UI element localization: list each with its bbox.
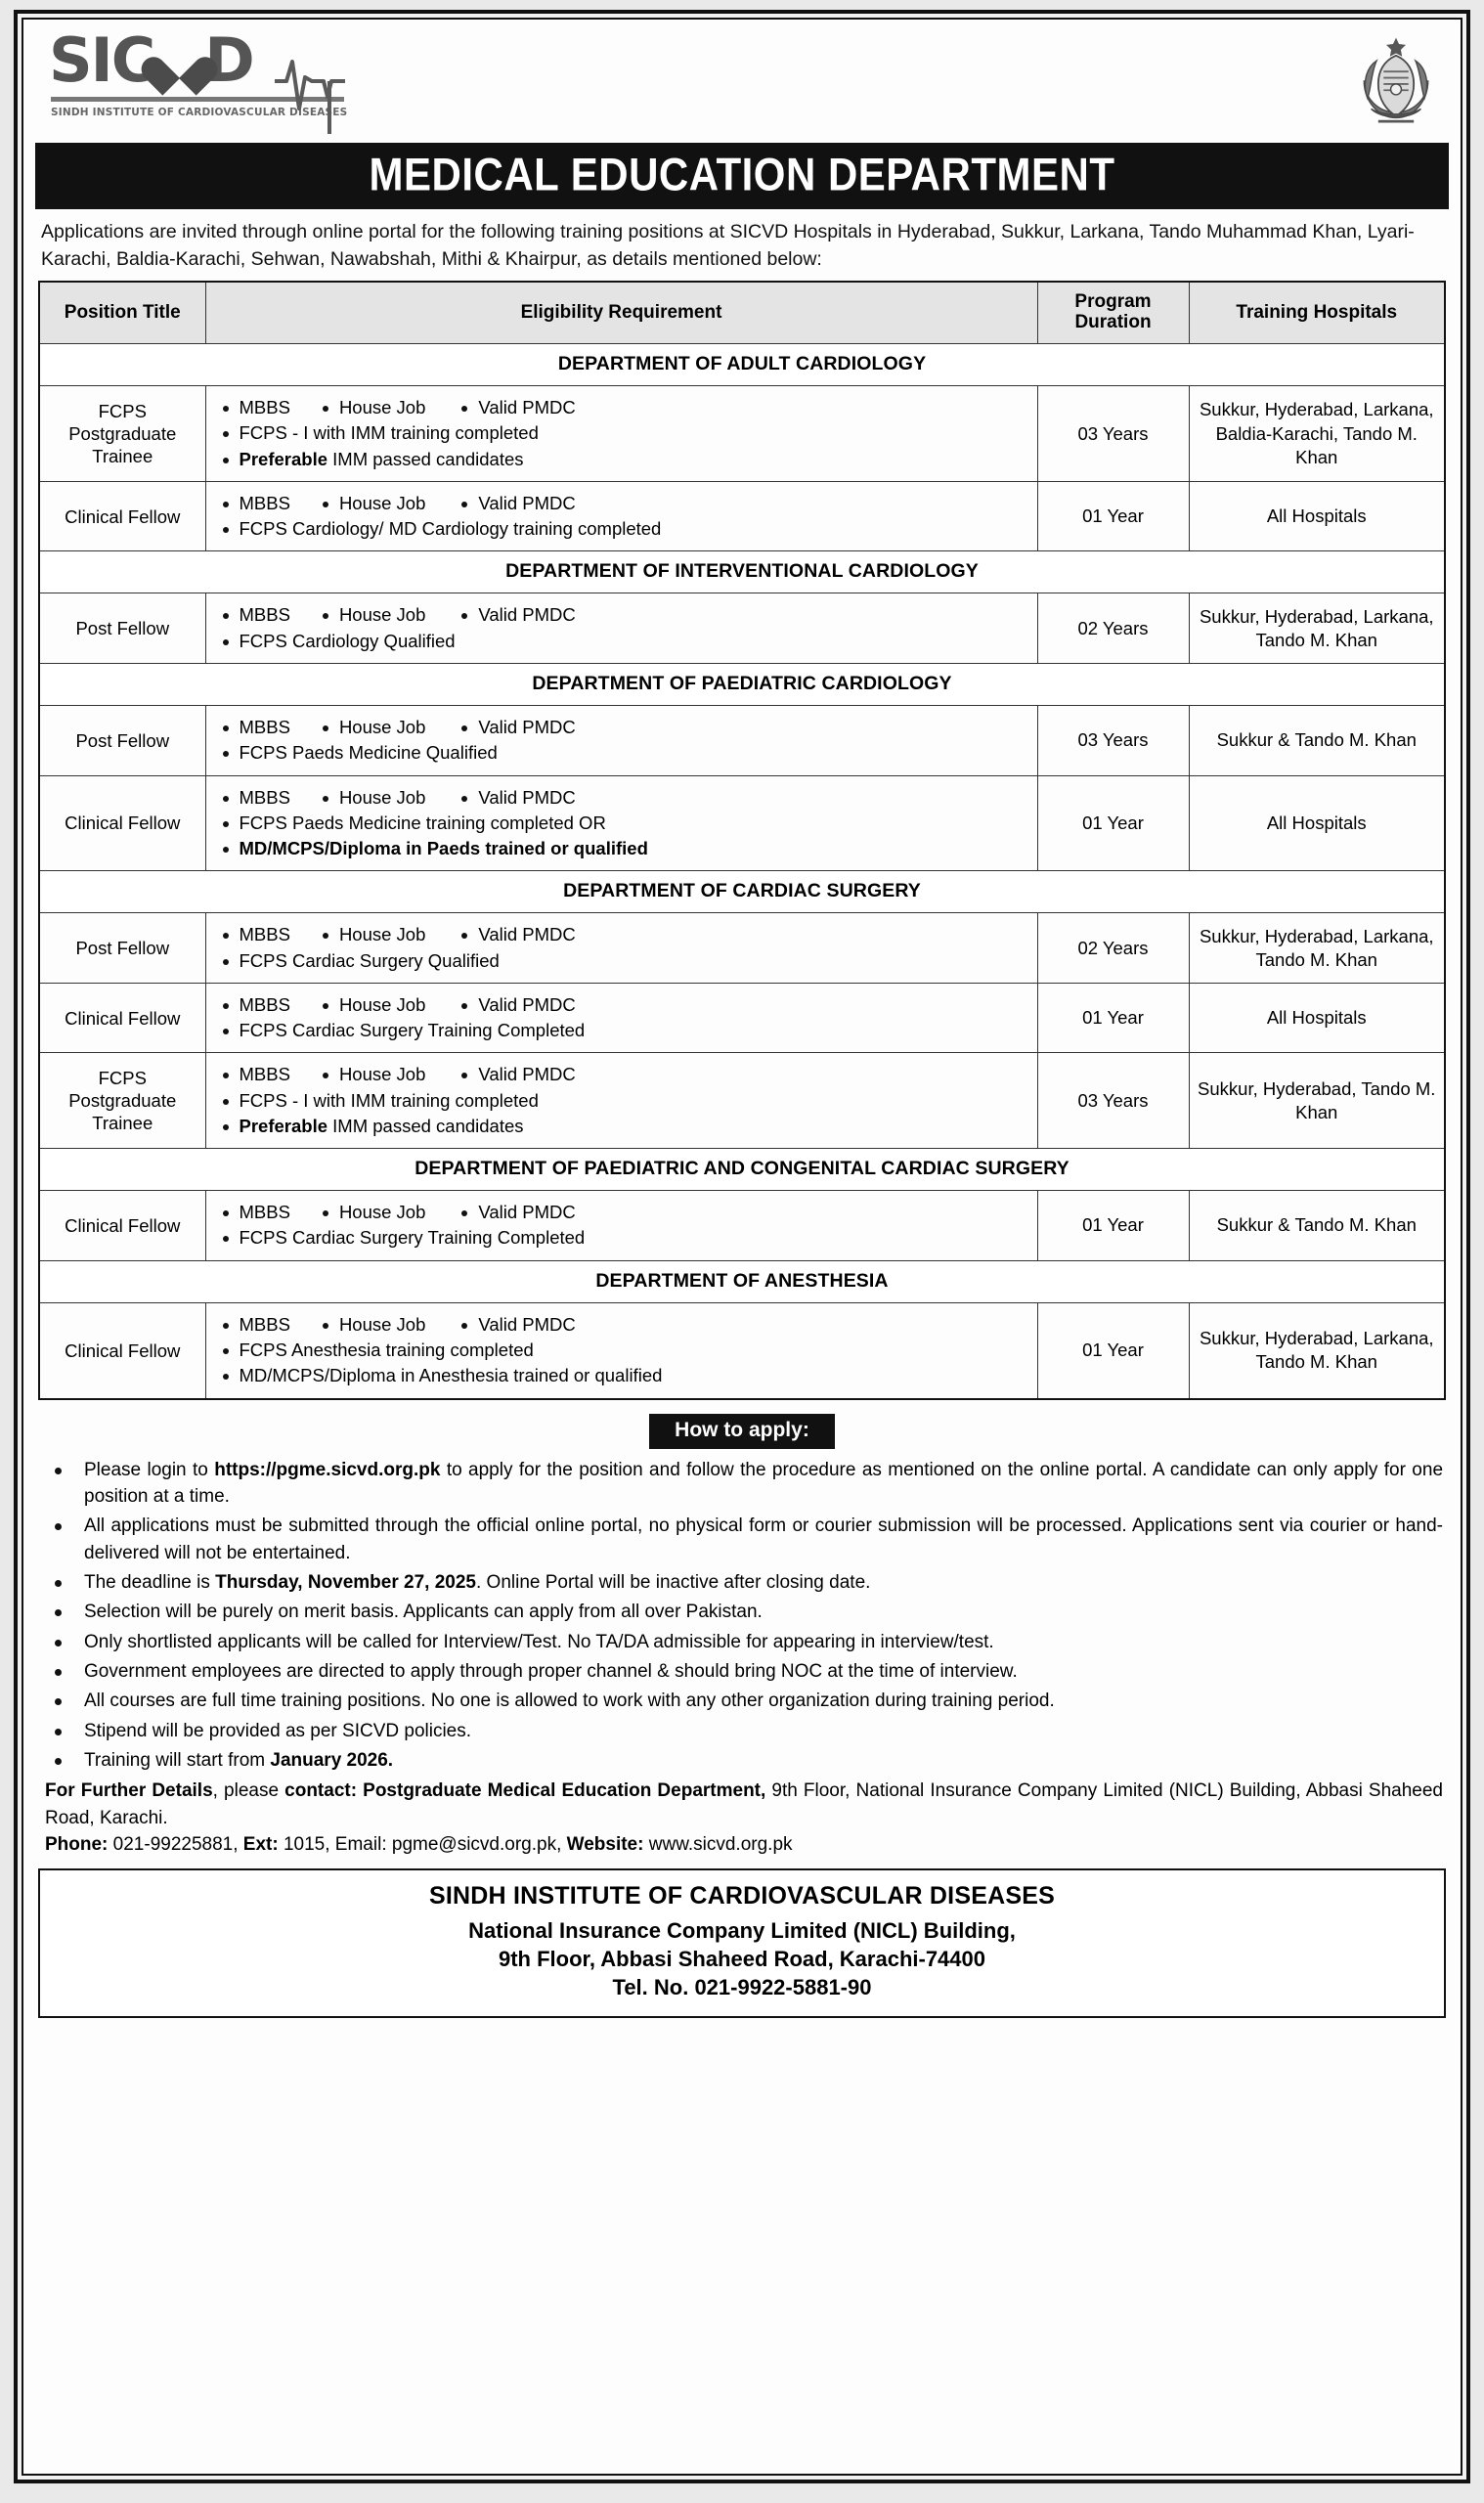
eligibility-item xyxy=(220,836,1031,861)
how-to-apply-header xyxy=(31,1414,1453,1449)
table-row xyxy=(39,593,1445,664)
eligibility-list xyxy=(220,785,1031,862)
training-hospitals-cell: Sukkur, Hyderabad, Larkana, Tando M. Khan xyxy=(1189,913,1445,984)
document-footer xyxy=(38,1868,1446,2018)
eligibility-inline-row xyxy=(220,992,1031,1018)
eligibility-inline-row xyxy=(220,715,1031,740)
positions-table xyxy=(38,281,1446,1399)
eligibility-inline-row xyxy=(220,1312,1031,1338)
eligibility-list xyxy=(220,1062,1031,1139)
eligibility-list xyxy=(220,1312,1031,1389)
ext-email-value: 1015, Email: pgme@sicvd.org.pk, xyxy=(278,1834,567,1856)
table-header-row xyxy=(39,282,1445,343)
eligibility-item-emphasis: Preferable xyxy=(239,1115,327,1136)
apply-instruction-item xyxy=(45,1718,1443,1744)
training-hospitals-cell: Sukkur & Tando M. Khan xyxy=(1189,1191,1445,1261)
eligibility-item: House Job xyxy=(320,715,425,740)
footer-building: National Insurance Company Limited (NICL) Building, xyxy=(468,1917,1016,1943)
eligibility-item: House Job xyxy=(320,1062,425,1087)
position-title-cell: Post Fellow xyxy=(39,593,205,664)
how-to-apply-badge: How to apply: xyxy=(649,1414,835,1449)
position-title-cell: Post Fellow xyxy=(39,706,205,776)
column-header-eligibility: Eligibility Requirement xyxy=(205,282,1037,343)
training-hospitals-cell: Sukkur, Hyderabad, Larkana, Tando M. Khan xyxy=(1189,593,1445,664)
apply-instruction-item xyxy=(45,1688,1443,1714)
position-title-cell: Clinical Fellow xyxy=(39,1302,205,1398)
department-header-row xyxy=(39,1149,1445,1191)
program-duration-cell: 01 Year xyxy=(1037,1191,1189,1261)
footer-institute-name: SINDH INSTITUTE OF CARDIOVASCULAR DISEASES xyxy=(429,1881,1055,1910)
ext-label: Ext: xyxy=(242,1834,279,1856)
eligibility-cell xyxy=(205,593,1037,664)
apply-text: All applications must be submitted through the official online portal, no physical form or courier submission will be processed. Applications sent via courier or hand-delivered will not be entertained. xyxy=(84,1515,1443,1563)
eligibility-list xyxy=(220,1200,1031,1252)
table-row xyxy=(39,913,1445,984)
training-hospitals-cell: Sukkur & Tando M. Khan xyxy=(1189,706,1445,776)
footer-telephone: Tel. No. 021-9922-5881-90 xyxy=(612,1974,872,1999)
page-title: MEDICAL EDUCATION DEPARTMENT xyxy=(369,149,1115,200)
column-header-hospitals: Training Hospitals xyxy=(1189,282,1445,343)
eligibility-item xyxy=(220,447,1031,472)
eligibility-item: MBBS xyxy=(239,717,290,738)
eligibility-item: Valid PMDC xyxy=(458,1312,575,1338)
eligibility-list xyxy=(220,922,1031,974)
apply-text-tail: . Online Portal will be inactive after closing date. xyxy=(475,1571,871,1593)
sindh-government-emblem-icon xyxy=(1351,34,1441,132)
eligibility-item: House Job xyxy=(320,992,425,1018)
eligibility-item xyxy=(220,420,1031,446)
position-title-cell: Clinical Fellow xyxy=(39,775,205,871)
eligibility-item: Valid PMDC xyxy=(458,1062,575,1087)
eligibility-item-text: IMM passed candidates xyxy=(327,1115,524,1136)
eligibility-cell xyxy=(205,1191,1037,1261)
eligibility-item-text: FCPS Paeds Medicine training completed OR xyxy=(239,812,606,833)
eligibility-cell xyxy=(205,706,1037,776)
eligibility-item: Valid PMDC xyxy=(458,395,575,420)
eligibility-item xyxy=(220,740,1031,766)
apply-text: Only shortlisted applicants will be called for Interview/Test. No TA/DA admissible for appearing in interview/test. xyxy=(84,1631,994,1652)
program-duration-cell: 01 Year xyxy=(1037,775,1189,871)
apply-instruction-item xyxy=(45,1599,1443,1625)
apply-text: The deadline is xyxy=(84,1571,216,1593)
table-row xyxy=(39,1053,1445,1149)
position-title-cell: Clinical Fellow xyxy=(39,983,205,1053)
duration-line-2: Duration xyxy=(1074,312,1152,333)
training-hospitals-cell: All Hospitals xyxy=(1189,983,1445,1053)
table-row xyxy=(39,775,1445,871)
eligibility-item: Valid PMDC xyxy=(458,602,575,628)
table-row xyxy=(39,706,1445,776)
title-banner xyxy=(35,143,1449,209)
eligibility-item-text: FCPS Paeds Medicine Qualified xyxy=(239,742,498,764)
eligibility-inline-row xyxy=(220,491,1031,516)
eligibility-item xyxy=(220,811,1031,836)
table-row xyxy=(39,983,1445,1053)
apply-text: Government employees are directed to apply through proper channel & should bring NOC at the time of interview. xyxy=(84,1661,1018,1683)
eligibility-item: MBBS xyxy=(239,924,290,945)
eligibility-item: Valid PMDC xyxy=(458,491,575,516)
eligibility-item: Valid PMDC xyxy=(458,785,575,811)
department-name: DEPARTMENT OF ANESTHESIA xyxy=(39,1260,1445,1302)
table-row xyxy=(39,1191,1445,1261)
eligibility-item-text: FCPS Cardiac Surgery Qualified xyxy=(239,949,500,971)
eligibility-item-emphasis: Preferable xyxy=(239,448,327,469)
website-value: www.sicvd.org.pk xyxy=(643,1834,793,1856)
eligibility-cell xyxy=(205,386,1037,482)
eligibility-item: Valid PMDC xyxy=(458,922,575,947)
column-header-duration xyxy=(1037,282,1189,343)
eligibility-item: MBBS xyxy=(239,1064,290,1085)
contact-phone-line xyxy=(45,1831,1443,1858)
inner-border xyxy=(22,18,1462,2476)
apply-text-tail: to apply for the position and follow the procedure as mentioned on the online portal. A candidate can only apply for one position at a time. xyxy=(84,1459,1444,1507)
how-to-apply-list xyxy=(45,1457,1443,1775)
apply-text-emphasis: Thursday, November 27, 2025 xyxy=(215,1571,476,1593)
eligibility-item: MBBS xyxy=(239,492,290,513)
eligibility-item-text: IMM passed candidates xyxy=(327,448,524,469)
eligibility-cell xyxy=(205,481,1037,551)
eligibility-item: House Job xyxy=(320,1200,425,1225)
eligibility-item: MBBS xyxy=(239,397,290,418)
eligibility-item xyxy=(220,1018,1031,1043)
eligibility-list xyxy=(220,491,1031,543)
apply-text: Please login to xyxy=(84,1459,215,1480)
training-hospitals-cell: Sukkur, Hyderabad, Larkana, Baldia-Karachi, Tando M. Khan xyxy=(1189,386,1445,482)
department-header-row xyxy=(39,871,1445,913)
logo-wordmark xyxy=(49,24,401,96)
apply-instruction-item xyxy=(45,1569,1443,1596)
department-name: DEPARTMENT OF ADULT CARDIOLOGY xyxy=(39,344,1445,386)
eligibility-item-text: FCPS Cardiology/ MD Cardiology training completed xyxy=(239,518,662,540)
table-row xyxy=(39,386,1445,482)
contact-details xyxy=(45,1778,1443,1858)
position-title-cell: Post Fellow xyxy=(39,913,205,984)
heart-icon xyxy=(155,41,202,86)
program-duration-cell: 02 Years xyxy=(1037,593,1189,664)
eligibility-item xyxy=(220,1363,1031,1388)
eligibility-item xyxy=(220,516,1031,542)
apply-text: Selection will be purely on merit basis. Applicants can apply from all over Pakistan. xyxy=(84,1602,763,1623)
eligibility-cell xyxy=(205,1053,1037,1149)
eligibility-item-text: FCPS Cardiology Qualified xyxy=(239,630,456,651)
apply-instruction-item xyxy=(45,1658,1443,1685)
department-name: DEPARTMENT OF CARDIAC SURGERY xyxy=(39,871,1445,913)
eligibility-item-text: FCPS Cardiac Surgery Training Completed xyxy=(239,1020,586,1041)
eligibility-cell xyxy=(205,913,1037,984)
eligibility-item-emphasis: MD/MCPS/Diploma in Paeds trained or qualified xyxy=(239,838,648,859)
apply-text: Training will start from xyxy=(84,1750,271,1772)
eligibility-cell xyxy=(205,1302,1037,1398)
position-title-cell: Clinical Fellow xyxy=(39,1191,205,1261)
department-header-row xyxy=(39,664,1445,706)
program-duration-cell: 03 Years xyxy=(1037,386,1189,482)
department-header-row xyxy=(39,551,1445,593)
eligibility-item: House Job xyxy=(320,602,425,628)
column-header-position: Position Title xyxy=(39,282,205,343)
apply-text: All courses are full time training positions. No one is allowed to work with any other organization during training period. xyxy=(84,1691,1055,1712)
eligibility-item: House Job xyxy=(320,785,425,811)
eligibility-item: Valid PMDC xyxy=(458,1200,575,1225)
footer-address: 9th Floor, Abbasi Shaheed Road, Karachi-74400 xyxy=(499,1946,985,1971)
department-name: DEPARTMENT OF PAEDIATRIC AND CONGENITAL CARDIAC SURGERY xyxy=(39,1149,1445,1191)
eligibility-item-text: FCPS - I with IMM training completed xyxy=(239,1089,539,1111)
position-title-cell: Clinical Fellow xyxy=(39,481,205,551)
eligibility-inline-row xyxy=(220,395,1031,420)
program-duration-cell: 03 Years xyxy=(1037,1053,1189,1149)
eligibility-item-text: FCPS Anesthesia training completed xyxy=(239,1339,534,1360)
contact-address-text: 9th Floor, National Insurance Company Limited (NICL) Building, Abbasi Shaheed Road, Karachi. xyxy=(45,1780,1443,1828)
eligibility-inline-row xyxy=(220,1062,1031,1087)
eligibility-item xyxy=(220,1225,1031,1251)
eligibility-list xyxy=(220,715,1031,767)
program-duration-cell: 02 Years xyxy=(1037,913,1189,984)
training-hospitals-cell: All Hospitals xyxy=(1189,481,1445,551)
position-title-cell: FCPS Postgraduate Trainee xyxy=(39,386,205,482)
eligibility-item: MBBS xyxy=(239,993,290,1015)
eligibility-item xyxy=(220,1114,1031,1139)
contact-department-label: contact: Postgraduate Medical Education Department, xyxy=(284,1780,766,1802)
eligibility-item xyxy=(220,948,1031,974)
eligibility-list xyxy=(220,992,1031,1044)
table-row xyxy=(39,481,1445,551)
program-duration-cell: 01 Year xyxy=(1037,983,1189,1053)
eligibility-item xyxy=(220,629,1031,654)
apply-instruction-item xyxy=(45,1457,1443,1511)
eligibility-item: Valid PMDC xyxy=(458,715,575,740)
apply-text: Stipend will be provided as per SICVD policies. xyxy=(84,1720,472,1741)
sicvd-logo xyxy=(49,24,401,138)
duration-line-1: Program xyxy=(1074,291,1152,313)
eligibility-item xyxy=(220,1338,1031,1363)
eligibility-item: House Job xyxy=(320,395,425,420)
logo-subtitle: SINDH INSTITUTE OF CARDIOVASCULAR DISEASES xyxy=(51,107,348,118)
department-header-row xyxy=(39,1260,1445,1302)
program-duration-cell: 01 Year xyxy=(1037,481,1189,551)
eligibility-list xyxy=(220,395,1031,472)
eligibility-item: MBBS xyxy=(239,1202,290,1223)
eligibility-inline-row xyxy=(220,602,1031,628)
ecg-waveform-icon xyxy=(273,52,347,138)
apply-text-emphasis[interactable]: https://pgme.sicvd.org.pk xyxy=(214,1459,441,1480)
eligibility-item: House Job xyxy=(320,922,425,947)
intro-paragraph: Applications are invited through online portal for the following training positions at SICVD Hospitals in Hyderabad, Sukkur, Larkana, Tando Muhammad Khan, Lyari-Karachi, Baldia-Karachi, Sehwan, Nawabshah, Mithi & Khairpur, as details mentioned below: xyxy=(41,221,1415,270)
document-header xyxy=(31,25,1453,141)
training-hospitals-cell: Sukkur, Hyderabad, Tando M. Khan xyxy=(1189,1053,1445,1149)
department-name: DEPARTMENT OF PAEDIATRIC CARDIOLOGY xyxy=(39,664,1445,706)
website-label: Website: xyxy=(566,1834,644,1856)
eligibility-item-text: MD/MCPS/Diploma in Anesthesia trained or qualified xyxy=(239,1365,663,1386)
further-details-label: For Further Details xyxy=(45,1780,213,1802)
eligibility-item: MBBS xyxy=(239,786,290,808)
eligibility-item: Valid PMDC xyxy=(458,992,575,1018)
eligibility-list xyxy=(220,602,1031,654)
eligibility-inline-row xyxy=(220,1200,1031,1225)
table-row xyxy=(39,1302,1445,1398)
department-header-row xyxy=(39,344,1445,386)
eligibility-item: House Job xyxy=(320,491,425,516)
apply-text-emphasis: January 2026. xyxy=(270,1750,394,1772)
contact-address-line xyxy=(45,1778,1443,1831)
program-duration-cell: 01 Year xyxy=(1037,1302,1189,1398)
table-body xyxy=(39,344,1445,1399)
logo-letters-post: D xyxy=(204,24,253,96)
apply-instruction-item xyxy=(45,1629,1443,1655)
phone-value: 021-99225881, xyxy=(108,1834,243,1856)
department-name: DEPARTMENT OF INTERVENTIONAL CARDIOLOGY xyxy=(39,551,1445,593)
eligibility-cell xyxy=(205,775,1037,871)
eligibility-item: MBBS xyxy=(239,604,290,626)
eligibility-item-text: FCPS - I with IMM training completed xyxy=(239,422,539,444)
eligibility-item-text: FCPS Cardiac Surgery Training Completed xyxy=(239,1227,586,1249)
apply-instruction-item xyxy=(45,1513,1443,1566)
training-hospitals-cell: Sukkur, Hyderabad, Larkana, Tando M. Khan xyxy=(1189,1302,1445,1398)
eligibility-inline-row xyxy=(220,785,1031,811)
phone-label: Phone: xyxy=(45,1834,109,1856)
eligibility-item xyxy=(220,1088,1031,1114)
program-duration-cell: 03 Years xyxy=(1037,706,1189,776)
eligibility-cell xyxy=(205,983,1037,1053)
eligibility-item: MBBS xyxy=(239,1313,290,1335)
eligibility-inline-row xyxy=(220,922,1031,947)
apply-instruction-item xyxy=(45,1747,1443,1774)
logo-letters-pre: SIC xyxy=(49,24,154,96)
outer-border xyxy=(14,10,1470,2483)
training-hospitals-cell: All Hospitals xyxy=(1189,775,1445,871)
contact-mid-text: , please xyxy=(212,1780,285,1802)
position-title-cell: FCPS Postgraduate Trainee xyxy=(39,1053,205,1149)
eligibility-item: House Job xyxy=(320,1312,425,1338)
